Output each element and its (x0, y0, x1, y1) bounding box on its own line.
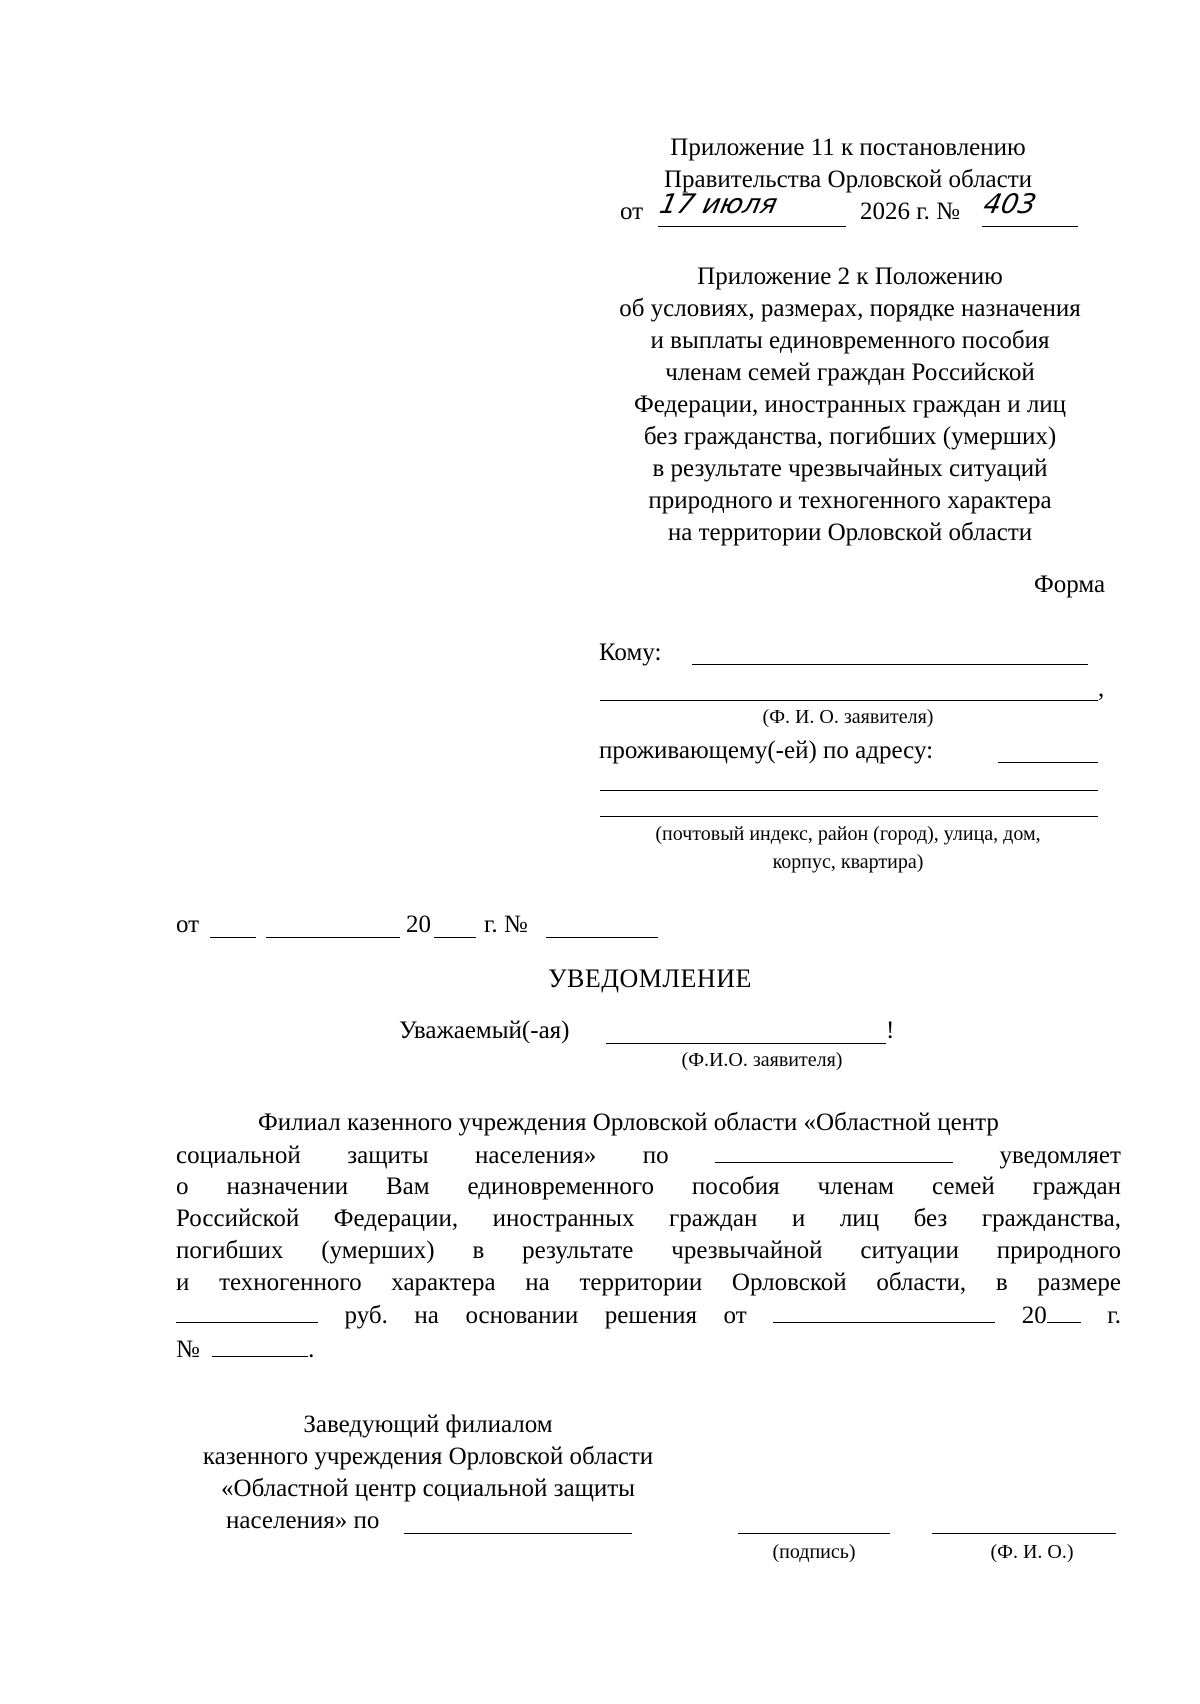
body-word: по (642, 1142, 669, 1169)
body-line-5: погибших (умерших) в результате чрезвычайной ситуации природного (176, 1237, 1121, 1264)
regulation-line: членам семей граждан Российской (665, 359, 1035, 386)
body-word: решения (604, 1302, 697, 1329)
decision-number-blank (212, 1334, 308, 1357)
ref-from-label: от (176, 911, 200, 938)
amount-blank (176, 1300, 318, 1323)
regulation-line: без гражданства, погибших (умерших) (643, 423, 1057, 450)
address-label: проживающему(-ей) по адресу: (599, 737, 934, 764)
body-word: г. (1107, 1302, 1121, 1329)
body-word: от (723, 1302, 747, 1329)
branch-name-blank (404, 1533, 632, 1534)
signature-line-3: «Областной центр социальной защиты (221, 1475, 635, 1502)
fio-hint: (Ф. И. О. заявителя) (762, 706, 934, 728)
body-line-7 (176, 1300, 1121, 1331)
branch-blank (715, 1140, 953, 1163)
form-label: Форма (1034, 571, 1106, 598)
body-line-2 (176, 1140, 1121, 1171)
body-word: уведомляет (999, 1142, 1121, 1169)
regulation-line: Федерации, иностранных граждан и лиц (633, 391, 1067, 418)
to-name-blank-2 (600, 700, 1098, 701)
address-blank-2 (600, 790, 1098, 791)
regulation-line: в результате чрезвычайных ситуаций (652, 455, 1048, 482)
ref-number-blank (546, 937, 658, 938)
comma: , (1098, 675, 1105, 702)
date-underline (658, 226, 846, 227)
body-line-3: о назначении Вам единовременного пособия членам семей граждан (176, 1173, 1121, 1200)
to-name-blank (692, 664, 1088, 665)
body-word: основании (465, 1302, 579, 1329)
regulation-line: об условиях, размерах, порядке назначения (619, 295, 1081, 322)
address-hint-2: корпус, квартира) (772, 851, 924, 873)
number-underline (982, 226, 1078, 227)
body-line-6: и техногенного характера на территории Орловской области, в размере (176, 1269, 1121, 1296)
signature-hint: (подпись) (772, 1541, 856, 1563)
handwritten-date: 17 июля (656, 189, 781, 220)
body-word: на (414, 1302, 439, 1329)
period: . (308, 1336, 315, 1363)
appendix-line-2: Правительства Орловской области (663, 166, 1033, 193)
to-label: Кому: (599, 639, 662, 666)
signature-line-1: Заведующий филиалом (303, 1411, 553, 1438)
ref-year-prefix: 20 (406, 911, 431, 938)
greeting-hint: (Ф.И.О. заявителя) (681, 1049, 843, 1071)
date-prefix: от (620, 198, 644, 225)
signature-line-4: населения» по (226, 1507, 380, 1534)
signature-blank (738, 1533, 890, 1534)
appendix-line-1: Приложение 11 к постановлению (670, 134, 1026, 161)
body-line-8 (176, 1334, 314, 1365)
greeting-exclamation: ! (886, 1017, 895, 1044)
address-blank-3 (600, 816, 1098, 817)
regulation-line: на территории Орловской области (667, 519, 1033, 546)
body-word: защиты (347, 1142, 429, 1169)
ref-day-blank (210, 937, 256, 938)
regulation-line: и выплаты единовременного пособия (650, 327, 1050, 354)
address-hint-1: (почтовый индекс, район (город), улица, дом, (655, 823, 1041, 845)
greeting-label: Уважаемый(-ая) (399, 1017, 570, 1044)
ref-month-blank (266, 937, 400, 938)
signer-fio-hint: (Ф. И. О.) (990, 1541, 1074, 1563)
greeting-name-blank (606, 1043, 886, 1044)
body-line-4: Российской Федерации, иностранных граждан и лиц без гражданства, (176, 1205, 1121, 1232)
year-number-label: 2026 г. № (860, 198, 961, 225)
notice-title: УВЕДОМЛЕНИЕ (548, 964, 752, 993)
number-sign: № (176, 1336, 200, 1363)
regulation-line: природного и техногенного характера (648, 487, 1052, 514)
ref-year-blank (434, 937, 476, 938)
body-word: социальной (176, 1142, 301, 1169)
body-word: населения» (474, 1142, 597, 1169)
address-blank-1 (998, 762, 1098, 763)
body-word: 20 (1021, 1302, 1047, 1329)
signature-line-2: казенного учреждения Орловской области (202, 1443, 654, 1470)
body-word: руб. (344, 1302, 388, 1329)
regulation-line: Приложение 2 к Положению (697, 263, 1003, 290)
ref-year-suffix: г. № (484, 911, 528, 938)
decision-year-blank (1047, 1300, 1081, 1323)
decision-date-blank (773, 1300, 995, 1323)
body-line-1: Филиал казенного учреждения Орловской области «Областной центр (258, 1109, 999, 1136)
handwritten-number: 403 (980, 189, 1039, 220)
signer-name-blank (932, 1533, 1116, 1534)
